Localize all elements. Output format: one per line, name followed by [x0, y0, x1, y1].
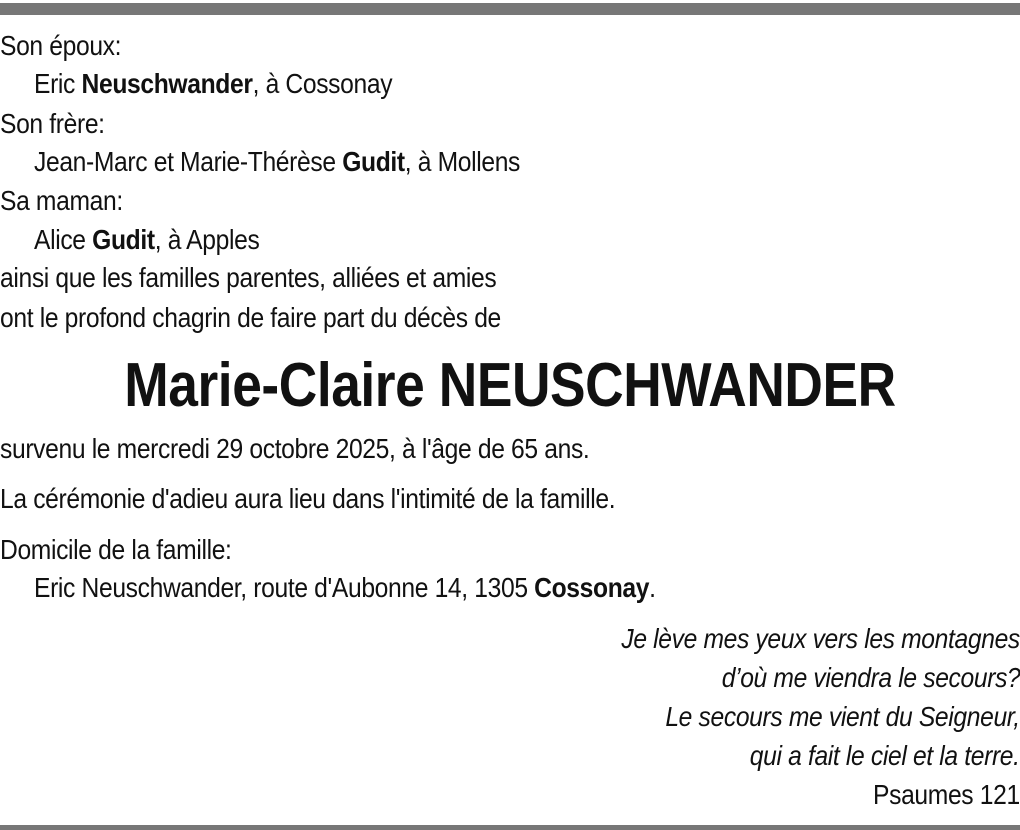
- ceremony-details: La cérémonie d'adieu aura lieu dans l'intimité de la famille.: [0, 483, 616, 514]
- verse-reference: Psaumes 121: [873, 779, 1020, 810]
- spouse-first-name: Eric: [34, 68, 82, 99]
- brother-line: [34, 144, 520, 180]
- mother-place: , à Apples: [154, 224, 260, 255]
- death-details: survenu le mercredi 29 octobre 2025, à l'âge de 65 ans.: [0, 433, 590, 464]
- brother-place: , à Mollens: [404, 146, 521, 177]
- brother-first-names: Jean-Marc et Marie-Thérèse: [34, 146, 343, 177]
- verse-line-3: Le secours me vient du Seigneur,: [665, 701, 1020, 732]
- spouse-place: , à Cossonay: [252, 68, 393, 99]
- domicile-city: Cossonay: [534, 572, 650, 603]
- families-line: ainsi que les familles parentes, alliées et amies: [0, 262, 497, 293]
- domicile-address: [34, 570, 656, 606]
- domicile-label: Domicile de la famille:: [0, 534, 232, 565]
- mother-first-name: Alice: [34, 224, 93, 255]
- deceased-name: Marie-Claire NEUSCHWANDER: [124, 351, 896, 420]
- domicile-end: .: [649, 572, 656, 603]
- mother-label: Sa maman:: [0, 185, 123, 216]
- mother-line: [34, 222, 259, 258]
- verse-line-2: d’où me viendra le secours?: [721, 662, 1020, 693]
- brother-label: Son frère:: [0, 108, 105, 139]
- mother-last-name: Gudit: [92, 224, 155, 255]
- top-border: [0, 3, 1020, 15]
- spouse-last-name: Neuschwander: [81, 68, 253, 99]
- spouse-line: [34, 66, 392, 102]
- verse-line-4: qui a fait le ciel et la terre.: [750, 740, 1020, 771]
- brother-last-name: Gudit: [342, 146, 405, 177]
- verse-line-1: Je lève mes yeux vers les montagnes: [621, 623, 1020, 654]
- announcement-line: ont le profond chagrin de faire part du décès de: [0, 302, 501, 333]
- domicile-street: Eric Neuschwander, route d'Aubonne 14, 1305: [34, 572, 535, 603]
- spouse-label: Son époux:: [0, 30, 122, 61]
- bottom-border: [0, 825, 1020, 830]
